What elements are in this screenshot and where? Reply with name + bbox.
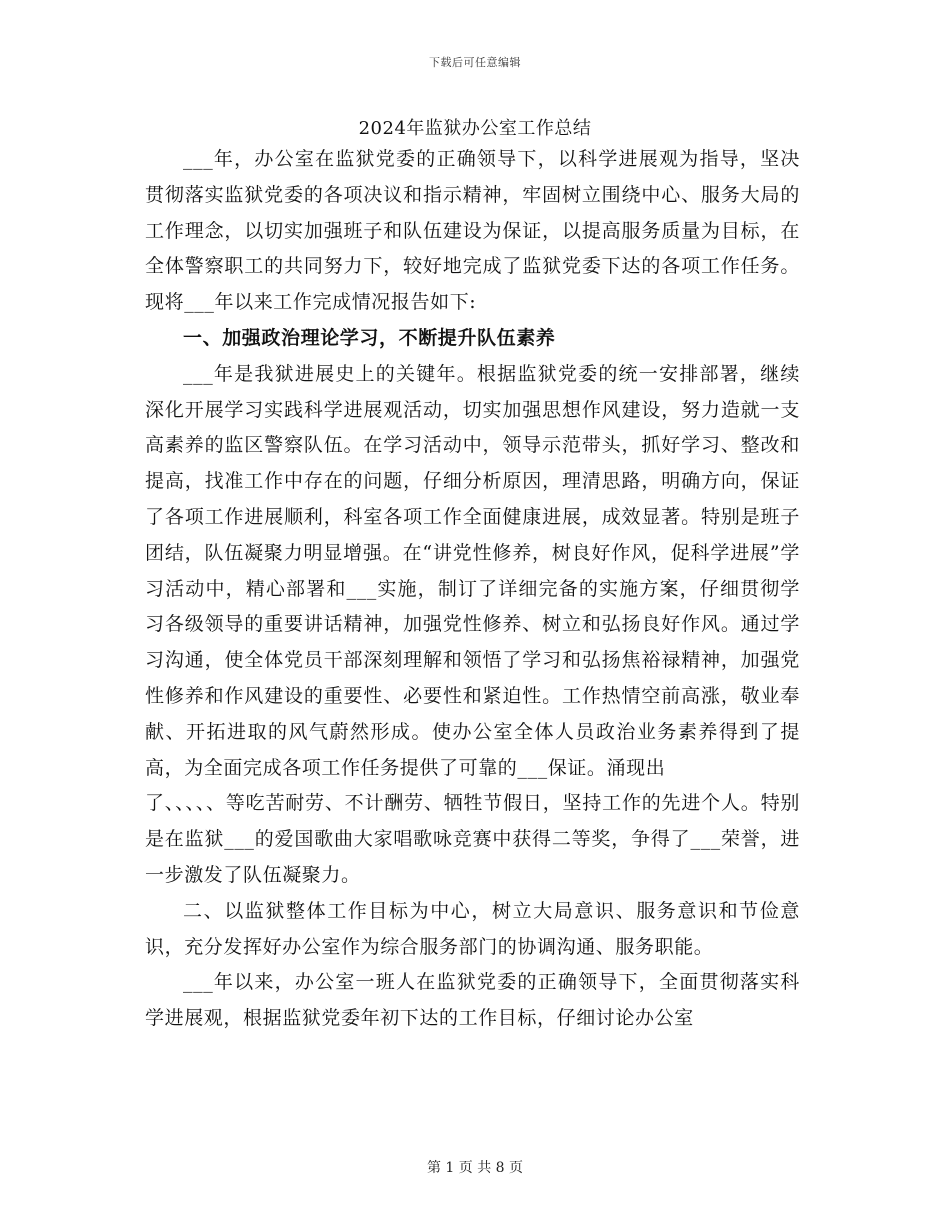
document-title: 2024年监狱办公室工作总结	[358, 118, 592, 139]
section-2-paragraph: ___年以来，办公室一班人在监狱党委的正确领导下，全面贯彻落实科学进展观，根据监狱党委年初下达的工作目标，仔细讨论办公室	[145, 971, 800, 1030]
intro-paragraph: ___年，办公室在监狱党委的正确领导下，以科学进展观为指导，坚决贯彻落实监狱党委的各项决议和指示精神，牢固树立围绕中心、服务大局的工作理念，以切实加强班子和队伍建设为保证，以提高服务质量为目标，在全体警察职工的共同努力下，较好地完成了监狱党委下达的各项工作任务。现将___年以来工作完成情况报告如下:	[145, 148, 800, 314]
page-header-note: 下载后可任意编辑	[429, 56, 521, 69]
section-heading-1: 一、加强政治理论学习，不断提升队伍素养	[183, 326, 556, 349]
document-body	[145, 142, 800, 1037]
page-number: 第 1 页 共 8 页	[426, 1160, 524, 1176]
section-1-continuation: 了、、、、、等吃苦耐劳、不计酬劳、牺牲节假日，坚持工作的先进个人。特别是在监狱___的爱国歌曲大家唱歌咏竞赛中获得二等奖，争得了___荣誉，进一步激发了队伍凝聚力。	[145, 792, 800, 886]
section-heading-2: 二、以监狱整体工作目标为中心，树立大局意识、服务意识和节俭意识，充分发挥好办公室作为综合服务部门的协调沟通、服务职能。	[145, 899, 800, 958]
section-1-paragraph: ___年是我狱进展史上的关键年。根据监狱党委的统一安排部署，继续深化开展学习实践科学进展观活动，切实加强思想作风建设，努力造就一支高素养的监区警察队伍。在学习活动中，领导示范带头，抓好学习、整改和提高，找准工作中存在的问题，仔细分析原因，理清思路，明确方向，保证了各项工作进展顺利，科室各项工作全面健康进展，成效显著。特别是班子团结，队伍凝聚力明显增强。在“讲党性修养，树良好作风，促科学进展”学习活动中，精心部署和___实施，制订了详细完备的实施方案，仔细贯彻学习各级领导的重要讲话精神，加强党性修养、树立和弘扬良好作风。通过学习沟通，使全体党员干部深刻理解和领悟了学习和弘扬焦裕禄精神，加强党性修养和作风建设的重要性、必要性和紧迫性。工作热情空前高涨，敬业奉献、开拓进取的风气蔚然形成。使办公室全体人员政治业务素养得到了提高，为全面完成各项工作任务提供了可靠的___保证。涌现出	[145, 362, 800, 779]
